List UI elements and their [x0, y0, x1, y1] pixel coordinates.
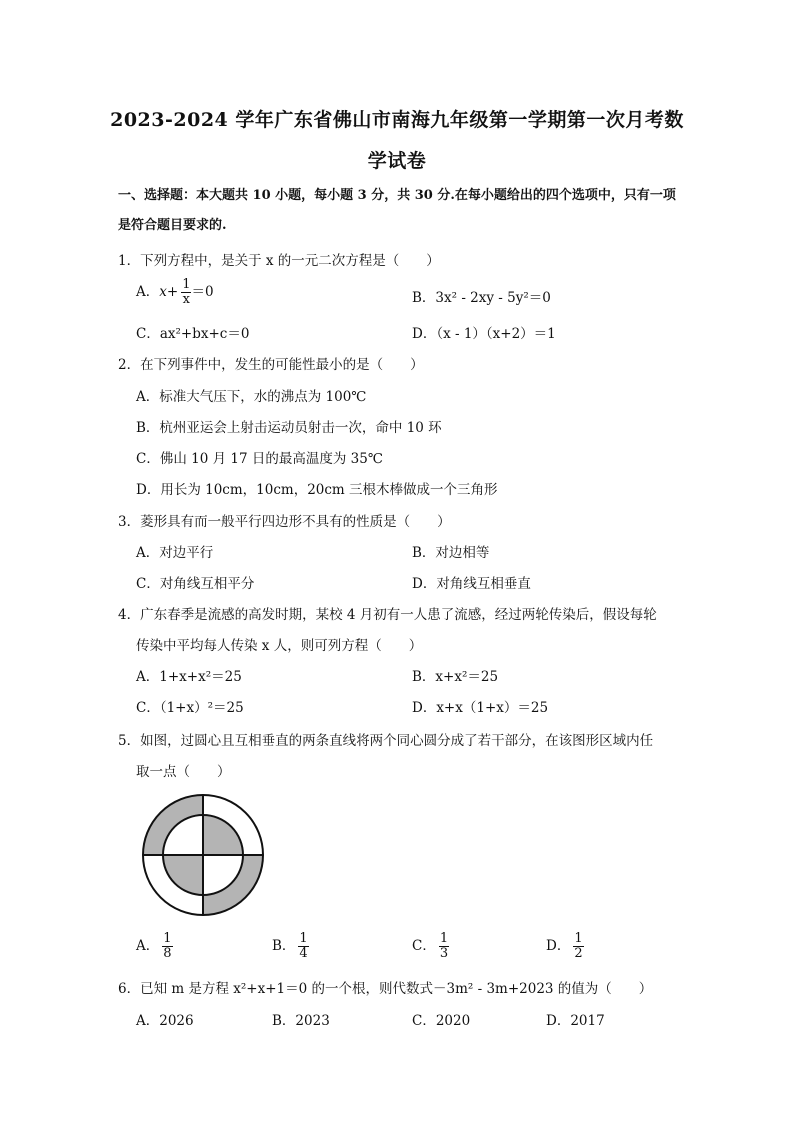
q2-option-a: A．标准大气压下，水的沸点为 100℃ [136, 389, 367, 405]
q3-option-a: A．对边平行 [136, 545, 214, 561]
q6-option-d: D．2017 [546, 1013, 605, 1029]
q5-b-den: 4 [299, 946, 308, 961]
q5-d-fraction [573, 932, 583, 961]
q5-stem-line2: 取一点（ ） [136, 764, 231, 780]
q1-a-post: ＝0 [191, 284, 214, 300]
q5-option-c [412, 932, 449, 961]
q5-c-num: 1 [439, 931, 449, 946]
q5-d-num: 1 [574, 931, 583, 946]
exam-title-line1: 2023-2024 学年广东省佛山市南海九年级第一学期第一次月考数 [110, 109, 684, 131]
q1-option-a [136, 278, 214, 307]
q3-stem: 3．菱形具有而一般平行四边形不具有的性质是（ ） [118, 514, 451, 530]
q6-stem: 6．已知 m 是方程 x²+x+1＝0 的一个根，则代数式－3m² - 3m+2023 的值为（ ） [118, 981, 653, 997]
q1-option-b: B．3x² - 2xy - 5y²＝0 [412, 290, 551, 306]
q3-option-d: D．对角线互相垂直 [412, 576, 531, 592]
q4-option-b: B．x+x²＝25 [412, 669, 499, 685]
q5-c-fraction [439, 932, 449, 961]
q4-stem-line1: 4．广东春季是流感的高发时期，某校 4 月初有一人患了流感，经过两轮传染后，假设每轮 [118, 607, 657, 623]
q5-a-fraction [162, 932, 172, 961]
q1-option-c: C．ax²+bx+c＝0 [136, 326, 250, 342]
q6-option-c: C．2020 [412, 1013, 471, 1029]
q5-d-den: 2 [574, 946, 583, 961]
concentric-circles-figure [141, 793, 265, 917]
q3-option-b: B．对边相等 [412, 545, 490, 561]
q2-stem: 2．在下列事件中，发生的可能性最小的是（ ） [118, 357, 424, 373]
q1-option-d: D．（x - 1）（x+2）＝1 [412, 326, 556, 342]
q5-b-num: 1 [299, 931, 308, 946]
q6-option-a: A．2026 [136, 1013, 194, 1029]
q2-option-c: C．佛山 10 月 17 日的最高温度为 35℃ [136, 451, 383, 467]
q5-option-d [546, 932, 584, 961]
q1-stem: 1．下列方程中，是关于 x 的一元二次方程是（ ） [118, 253, 440, 269]
q1-a-fraction [181, 278, 191, 307]
section-heading: 一、选择题：本大题共 10 小题，每小题 3 分，共 30 分.在每小题给出的四个选项中，只有一项是符合题目要求的. [118, 188, 676, 233]
q5-c-label: C． [412, 938, 436, 954]
q1-a-den: x [182, 292, 190, 307]
q4-stem-line2: 传染中平均每人传染 x 人，则可列方程（ ） [136, 638, 423, 654]
q5-b-label: B． [272, 938, 296, 954]
q5-d-label: D． [546, 938, 571, 954]
q3-option-c: C．对角线互相平分 [136, 576, 255, 592]
q6-option-b: B．2023 [272, 1013, 330, 1029]
q5-option-b [272, 932, 309, 961]
q5-option-a [136, 932, 173, 961]
q5-a-label: A． [136, 938, 160, 954]
q2-option-b: B．杭州亚运会上射击运动员射击一次，命中 10 环 [136, 420, 442, 436]
q5-b-fraction [298, 932, 308, 961]
q1-a-label: A． [136, 284, 160, 300]
q5-stem-line1: 5．如图，过圆心且互相垂直的两条直线将两个同心圆分成了若干部分，在该图形区域内任 [118, 733, 654, 749]
q5-a-den: 8 [163, 946, 172, 961]
q4-option-c: C．（1+x）²＝25 [136, 700, 244, 716]
q1-a-num: 1 [182, 277, 191, 292]
exam-title-line2: 学试卷 [367, 150, 427, 172]
q5-c-den: 3 [439, 946, 449, 961]
q4-option-d: D．x+x（1+x）＝25 [412, 700, 549, 716]
q5-a-num: 1 [163, 931, 172, 946]
q1-a-pre: x+ [159, 284, 179, 300]
q2-option-d: D．用长为 10cm，10cm，20cm 三根木棒做成一个三角形 [136, 482, 498, 498]
q4-option-a: A．1+x+x²＝25 [136, 669, 242, 685]
